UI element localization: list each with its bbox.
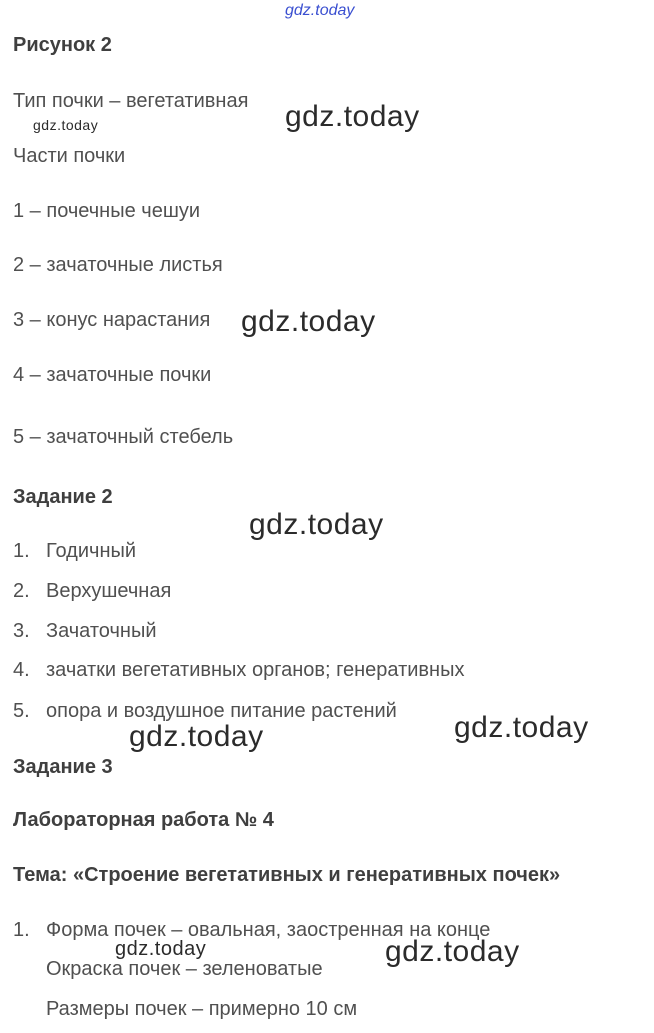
bud-part-3: 3 – конус нарастания [13,309,211,331]
task2-item-4-text: зачатки вегетативных органов; генеративных [46,659,465,681]
lab-item-1-num: 1. [13,919,30,941]
task2-item-5-text: опора и воздушное питание растений [46,700,397,722]
watermark-7: gdz.today [385,935,520,968]
lab-item-1-line-1: Форма почек – овальная, заостренная на конце [46,919,491,941]
task2-item-4 [13,659,464,682]
lab-item-1-line-2: Окраска почек – зеленоватые [46,958,323,980]
bud-part-4: 4 – зачаточные почки [13,364,212,386]
task2-item-3-text: Зачаточный [46,620,157,642]
watermark-4: gdz.today [129,720,264,753]
figure2-title: Рисунок 2 [13,34,112,56]
watermark-top: gdz.today [285,2,355,19]
task2-item-2-num: 2. [13,580,30,602]
task2-item-3-num: 3. [13,620,30,642]
task2-item-1-num: 1. [13,540,30,562]
watermark-6: gdz.today [115,938,207,960]
task3-title: Задание 3 [13,756,113,778]
task2-item-1-text: Годичный [46,540,137,562]
task2-item-3 [13,620,157,643]
lab-title: Лабораторная работа № 4 [13,809,274,831]
parts-heading: Части почки [13,145,126,167]
watermark-3: gdz.today [249,508,384,541]
bud-part-2: 2 – зачаточные листья [13,254,223,276]
bud-part-5: 5 – зачаточный стебель [13,426,234,448]
lab-topic: Тема: «Строение вегетативных и генеративных почек» [13,864,561,886]
watermark-1: gdz.today [285,100,420,133]
task2-item-5-num: 5. [13,700,30,722]
watermark-2: gdz.today [241,305,376,338]
task2-item-1 [13,540,136,563]
task2-title: Задание 2 [13,486,113,508]
watermark-5: gdz.today [454,711,589,744]
lab-item-1-line-3: Размеры почек – примерно 10 см [46,998,358,1020]
bud-part-1: 1 – почечные чешуи [13,200,201,222]
task2-item-2-text: Верхушечная [46,580,172,602]
bud-type: Тип почки – вегетативная [13,90,249,112]
task2-item-4-num: 4. [13,659,30,681]
task2-item-2 [13,580,171,603]
watermark-small-1: gdz.today [33,117,99,133]
